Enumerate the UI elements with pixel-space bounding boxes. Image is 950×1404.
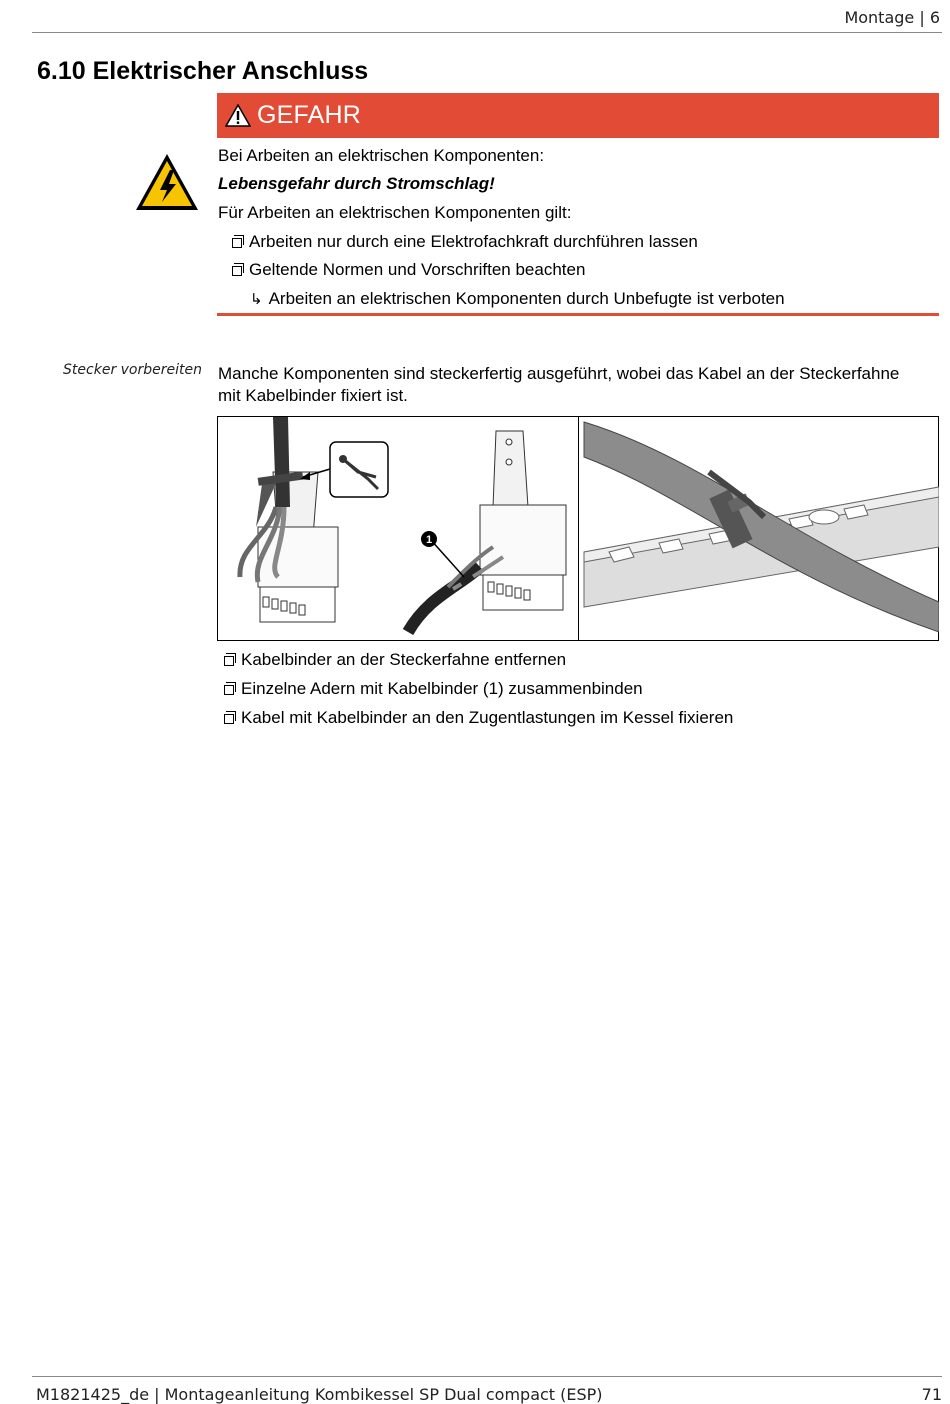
connector-illustration bbox=[218, 417, 578, 640]
danger-label: GEFAHR bbox=[257, 101, 361, 129]
danger-rule-intro: Für Arbeiten an elektrischen Komponenten gilt: bbox=[218, 203, 572, 222]
page-number: 71 bbox=[921, 1385, 942, 1404]
step-description: Manche Komponenten sind steckerfertig ausgeführt, wobei das Kabel an der Steckerfahne mit Kabelbinder fixiert ist. bbox=[218, 364, 900, 405]
list-item: Kabelbinder an der Steckerfahne entfernen bbox=[224, 650, 566, 670]
result-arrow-icon: ↳ bbox=[250, 291, 263, 308]
margin-label: Stecker vorbereiten bbox=[63, 362, 202, 378]
section-title: 6.10 Elektrischer Anschluss bbox=[37, 57, 369, 85]
danger-divider bbox=[217, 313, 939, 316]
result-item: ↳ Arbeiten an elektrischen Komponenten durch Unbefugte ist verboten bbox=[250, 289, 785, 308]
figure-callout-number: 1 bbox=[425, 534, 433, 546]
strain-relief-illustration bbox=[579, 417, 939, 640]
page-header bbox=[32, 0, 942, 33]
danger-banner bbox=[217, 93, 939, 138]
checkbox-bullet-icon bbox=[224, 714, 234, 724]
electric-shock-hazard-icon bbox=[134, 152, 200, 212]
list-item: Arbeiten nur durch eine Elektrofachkraft durchführen lassen bbox=[232, 232, 698, 252]
checkbox-bullet-icon bbox=[224, 656, 234, 666]
running-title: Montage | 6 bbox=[844, 8, 940, 27]
document-reference: M1821425_de | Montageanleitung Kombikessel SP Dual compact (ESP) bbox=[36, 1385, 603, 1404]
danger-hazard: Lebensgefahr durch Stromschlag! bbox=[218, 174, 495, 193]
page-footer bbox=[32, 1376, 942, 1404]
checkbox-bullet-icon bbox=[232, 238, 242, 248]
list-item: Einzelne Adern mit Kabelbinder (1) zusammenbinden bbox=[224, 679, 643, 699]
list-item: Kabel mit Kabelbinder an den Zugentlastungen im Kessel fixieren bbox=[224, 708, 733, 728]
warning-triangle-icon bbox=[225, 104, 251, 127]
figure-cable-tie bbox=[217, 416, 939, 641]
danger-intro: Bei Arbeiten an elektrischen Komponenten: bbox=[218, 146, 545, 165]
checkbox-bullet-icon bbox=[224, 685, 234, 695]
checkbox-bullet-icon bbox=[232, 266, 242, 276]
list-item: Geltende Normen und Vorschriften beachten bbox=[232, 260, 585, 280]
